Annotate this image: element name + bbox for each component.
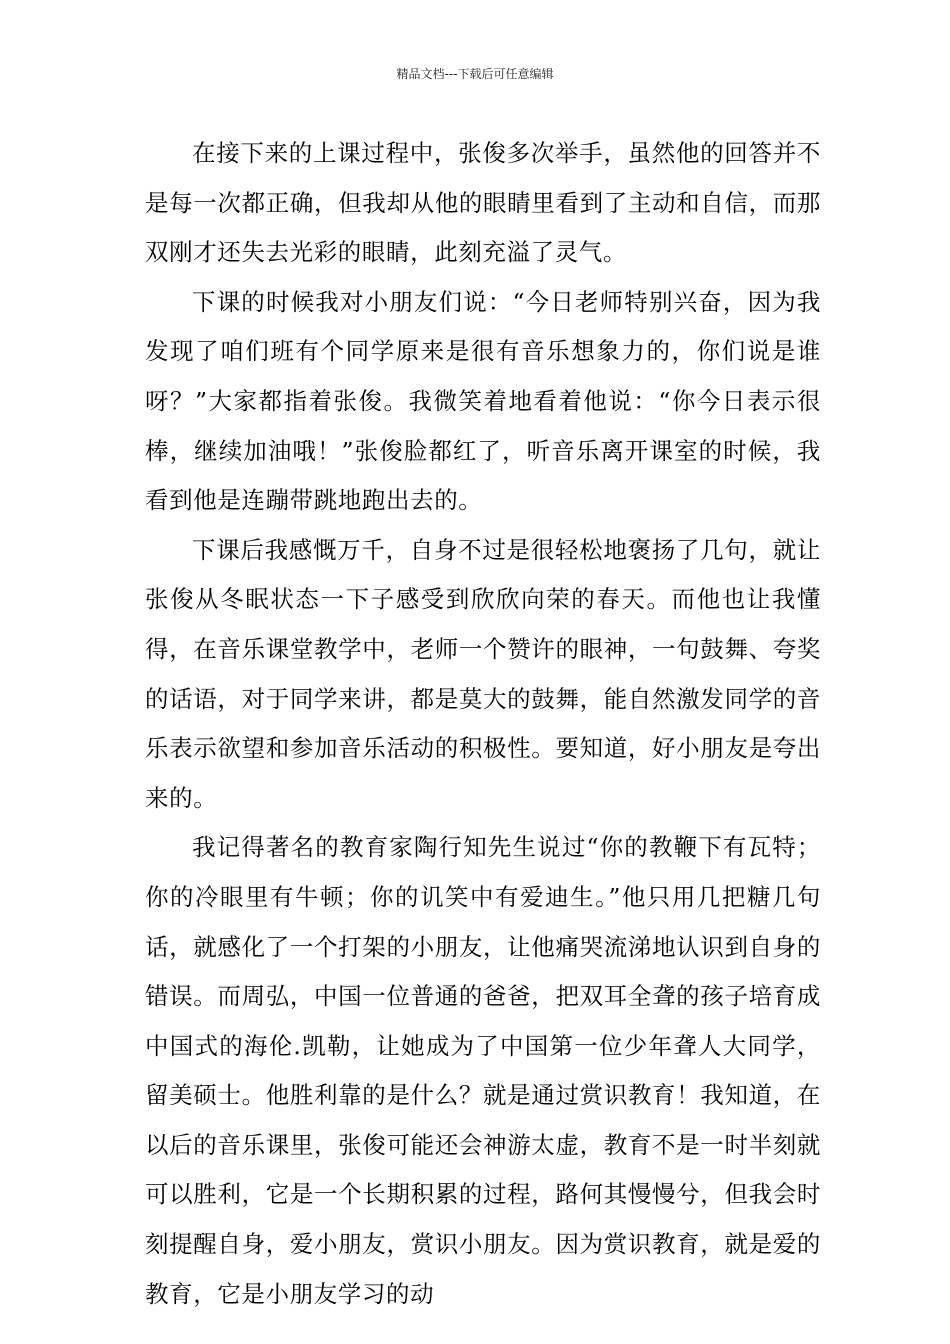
page-header: 精品文档---下载后可任意编辑 — [396, 67, 554, 81]
paragraph-4: 我记得著名的教育家陶行知先生说过“你的教鞭下有瓦特；你的冷眼里有牛顿；你的讥笑中有爱迪生。”他只用几把糖几句话，就感化了一个打架的小朋友，让他痛哭流涕地认识到自身的错误。而周弘，中国一位普通的爸爸，把双耳全聋的孩子培育成中国式的海伦.凯勒，让她成为了中国第一位少年聋人大同学，留美硕士。他胜利靠的是什么？就是通过赏识教育！我知道，在以后的音乐课里，张俊可能还会神游太虚，教育不是一时半刻就可以胜利，它是一个长期积累的过程，路何其慢慢兮，但我会时刻提醒自身，爱小朋友，赏识小朋友。因为赏识教育，就是爱的教育，它是小朋友学习的动 — [145, 833, 821, 1308]
paragraph-2: 下课的时候我对小朋友们说：“今日老师特别兴奋，因为我发现了咱们班有个同学原来是很有音乐想象力的，你们说是谁呀？”大家都指着张俊。我微笑着地看着他说：“你今日表示很棒，继续加油哦！”张俊脸都红了，听音乐离开课室的时候，我看到他是连蹦带跳地跑出去的。 — [145, 287, 821, 515]
paragraph-3: 下课后我感慨万千，自身不过是很轻松地褒扬了几句，就让张俊从冬眠状态一下子感受到欣欣向荣的春天。而他也让我懂得，在音乐课堂教学中，老师一个赞许的眼神，一句鼓舞、夸奖的话语，对于同学来讲，都是莫大的鼓舞，能自然激发同学的音乐表示欲望和参加音乐活动的积极性。要知道，好小朋友是夸出来的。 — [145, 535, 821, 812]
document-body — [145, 129, 821, 1319]
paragraph-1: 在接下来的上课过程中，张俊多次举手，虽然他的回答并不是每一次都正确，但我却从他的眼睛里看到了主动和自信，而那双刚才还失去光彩的眼睛，此刻充溢了灵气。 — [145, 139, 821, 267]
